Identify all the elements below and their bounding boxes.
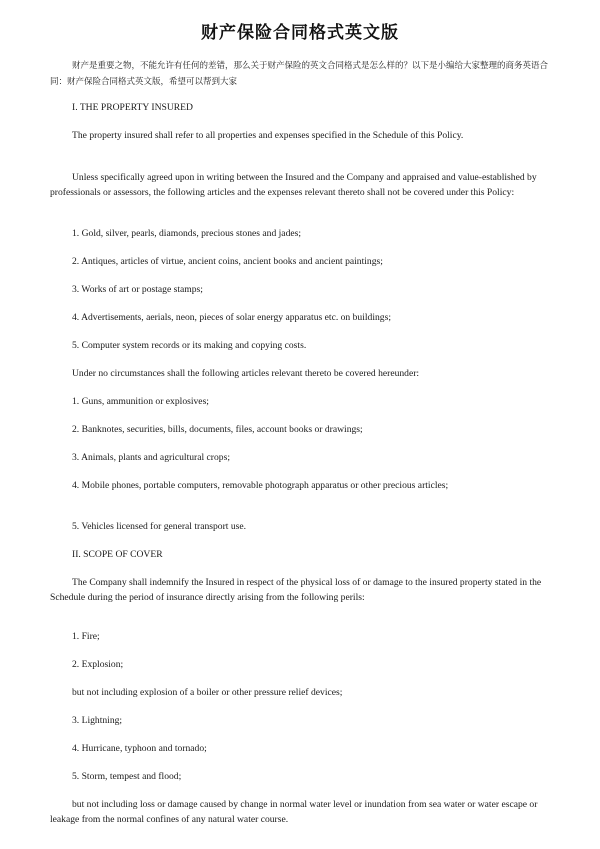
list-item: 1. Fire; (72, 631, 100, 642)
section-heading-property-insured: I. THE PROPERTY INSURED (72, 102, 193, 113)
list-item: 5. Vehicles licensed for general transport use. (72, 521, 247, 532)
list-item: 1. Gold, silver, pearls, diamonds, precious stones and jades; (72, 228, 302, 239)
paragraph-scope-indemnify: The Company shall indemnify the Insured in respect of the physical loss of or damage to the insured property stated in the Schedule during the period of insurance directly arising from the following perils: (50, 577, 542, 603)
intro-paragraph: 财产是重要之物，不能允许有任何的差错，那么关于财产保险的英文合同格式是怎么样的？以下是小编给大家整理的商务英语合同：财产保险合同格式英文版，希望可以帮到大家 (50, 61, 549, 87)
list-item: 4. Mobile phones, portable computers, removable photograph apparatus or other precious articles; (72, 480, 449, 491)
list-item: 5. Storm, tempest and flood; (72, 771, 182, 782)
paragraph-property-definition: The property insured shall refer to all properties and expenses specified in the Schedule of this Policy. (72, 130, 464, 141)
list-item: 5. Computer system records or its making and copying costs. (72, 340, 307, 351)
paragraph-under-no-circumstances: Under no circumstances shall the following articles relevant thereto be covered hereunder: (72, 368, 420, 379)
list-item: 2. Explosion; (72, 659, 124, 670)
list-item: 4. Hurricane, typhoon and tornado; (72, 743, 207, 754)
list-item: 2. Banknotes, securities, bills, documents, files, account books or drawings; (72, 424, 363, 435)
list-item: 2. Antiques, articles of virtue, ancient coins, ancient books and ancient paintings; (72, 256, 383, 267)
list-item: 3. Lightning; (72, 715, 123, 726)
list-item: 3. Animals, plants and agricultural crops; (72, 452, 230, 463)
list-item: 3. Works of art or postage stamps; (72, 284, 203, 295)
document-title: 财产保险合同格式英文版 (201, 23, 399, 43)
paragraph-explosion-exclusion: but not including explosion of a boiler or other pressure relief devices; (72, 687, 343, 698)
list-item: 1. Guns, ammunition or explosives; (72, 396, 209, 407)
section-heading-scope-of-cover: II. SCOPE OF COVER (72, 549, 163, 560)
paragraph-exclusions-unless-agreed: Unless specifically agreed upon in writing between the Insured and the Company and appraised and value-established by professionals or assessors, the following articles and the expenses relevant thereto shall not be covered under this Policy: (50, 172, 537, 198)
paragraph-flood-exclusion: but not including loss or damage caused by change in normal water level or inundation from sea water or water escape or leakage from the normal confines of any natural water course. (50, 799, 538, 825)
list-item: 4. Advertisements, aerials, neon, pieces of solar energy apparatus etc. on buildings; (72, 312, 391, 323)
